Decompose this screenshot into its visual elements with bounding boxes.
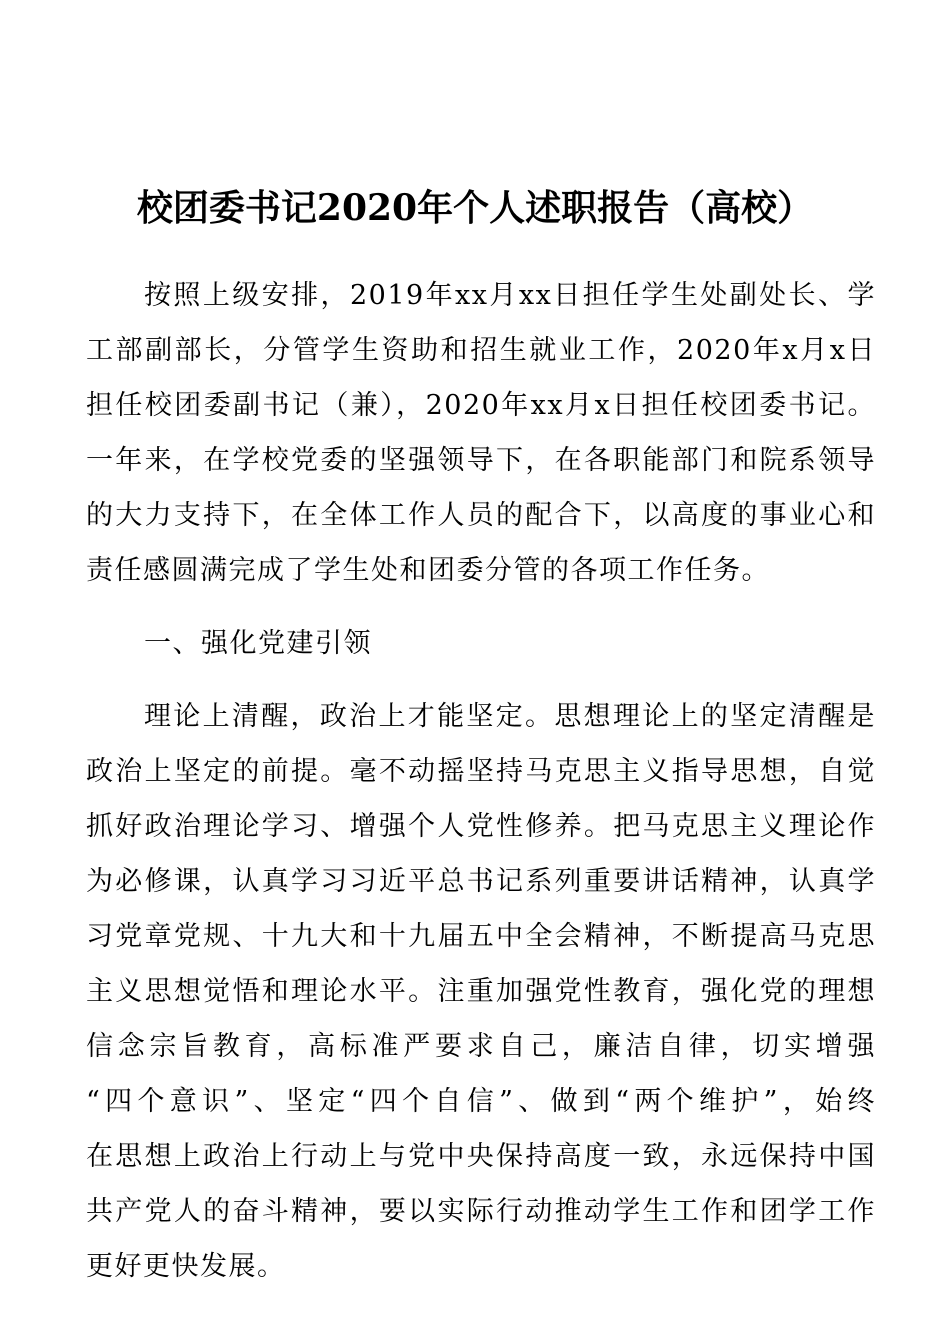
paragraph-appointment <box>86 268 876 598</box>
paragraph-line: “四个意识”、坚定“四个自信”、做到“两个维护”，始终 <box>86 1086 876 1117</box>
document-title: 校团委书记2020年个人述职报告（高校） <box>136 187 814 229</box>
paragraph-line: 担任校团委副书记（兼），2020年xx月x日担任校团委书记。 <box>86 390 876 421</box>
paragraph-line: 责任感圆满完成了学生处和团委分管的各项工作任务。 <box>86 555 770 586</box>
paragraph-line: 信念宗旨教育，高标准严要求自己，廉洁自律，切实增强 <box>86 1031 876 1062</box>
paragraph-line: 按照上级安排，2019年xx月xx日担任学生处副处长、学 <box>144 280 876 311</box>
paragraph-spacer <box>86 671 876 689</box>
paragraph-line: 政治上坚定的前提。毫不动摇坚持马克思主义指导思想，自觉 <box>86 756 876 787</box>
paragraph-spacer <box>86 598 876 616</box>
paragraph-line: 理论上清醒，政治上才能坚定。思想理论上的坚定清醒是 <box>144 701 876 732</box>
paragraph-line: 更好更快发展。 <box>86 1251 286 1282</box>
paragraph-line: 工部副部长，分管学生资助和招生就业工作，2020年x月x日 <box>86 335 876 366</box>
paragraph-line: 一年来，在学校党委的坚强领导下，在各职能部门和院系领导 <box>86 445 876 476</box>
paragraph-line: 为必修课，认真学习习近平总书记系列重要讲话精神，认真学 <box>86 866 876 897</box>
paragraph-party-building <box>86 689 876 1294</box>
paragraph-line: 抓好政治理论学习、增强个人党性修养。把马克思主义理论作 <box>86 811 876 842</box>
section-heading-text: 一、强化党建引领 <box>144 628 372 659</box>
paragraph-line: 共产党人的奋斗精神，要以实际行动推动学生工作和团学工作 <box>86 1196 876 1227</box>
document-body <box>86 268 876 1294</box>
paragraph-line: 的大力支持下，在全体工作人员的配合下，以高度的事业心和 <box>86 500 876 531</box>
paragraph-line: 主义思想觉悟和理论水平。注重加强党性教育，强化党的理想 <box>86 976 876 1007</box>
paragraph-line: 习党章党规、十九大和十九届五中全会精神，不断提高马克思 <box>86 921 876 952</box>
paragraph-line: 在思想上政治上行动上与党中央保持高度一致，永远保持中国 <box>86 1141 876 1172</box>
section-heading <box>86 616 876 671</box>
